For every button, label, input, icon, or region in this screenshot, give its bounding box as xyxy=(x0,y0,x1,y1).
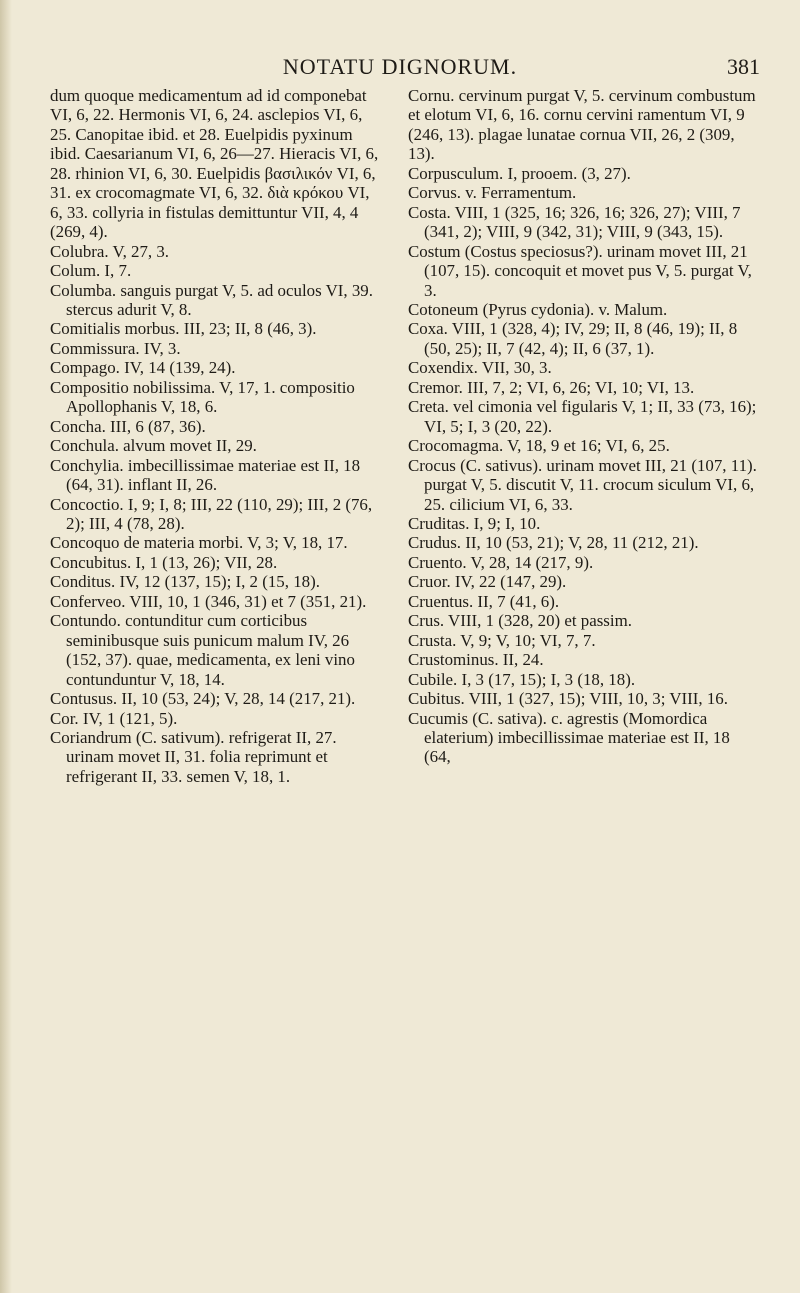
index-entry: Concha. III, 6 (87, 36). xyxy=(50,416,206,436)
index-entry: Conchylia. imbecillissimae materiae est II, 18 (64, 31). inflant II, 26. xyxy=(50,455,361,495)
index-entry: Crustominus. II, 24. xyxy=(408,650,544,670)
index-entry: Cremor. III, 7, 2; VI, 6, 26; VI, 10; VI, 13. xyxy=(408,377,695,397)
index-entry: Comitialis morbus. III, 23; II, 8 (46, 3). xyxy=(50,319,317,339)
index-entry: Compago. IV, 14 (139, 24). xyxy=(50,358,236,378)
index-entry: Cotoneum (Pyrus cydonia). v. Malum. xyxy=(408,299,668,319)
page-number: 381 xyxy=(727,54,760,79)
index-entry: Cruentus. II, 7 (41, 6). xyxy=(408,591,560,611)
index-entry: Colum. I, 7. xyxy=(50,261,132,281)
index-entry: Coxa. VIII, 1 (328, 4); IV, 29; II, 8 (46, 19); II, 8 (50, 25); II, 7 (42, 4); II, 6 (37, 1). xyxy=(408,319,738,358)
index-entry: Cubitus. VIII, 1 (327, 15); VIII, 10, 3; VIII, 16. xyxy=(408,689,728,709)
index-entry: Cor. IV, 1 (121, 5). xyxy=(50,708,178,728)
index-entry: Crudus. II, 10 (53, 21); V, 28, 11 (212, 21). xyxy=(408,533,699,553)
page-header xyxy=(0,54,800,84)
index-entry: Compositio nobilissima. V, 17, 1. compositio Apollophanis V, 18, 6. xyxy=(50,377,355,417)
index-entry: Commissura. IV, 3. xyxy=(50,338,181,358)
index-entry: Corvus. v. Ferramentum. xyxy=(408,183,577,203)
index-entry: Crocus (C. sativus). urinam movet III, 21 (107, 11). purgat V, 5. discutit V, 11. crocum siculum VI, 6, 25. cilicium VI, 6, 33. xyxy=(408,455,757,514)
index-entry: Contundo. contunditur cum corticibus seminibusque suis punicum malum IV, 26 (152, 37). quae, medicamenta, ex leni vino contunduntur V, 18, 14. xyxy=(50,611,355,689)
index-entry: Cruento. V, 28, 14 (217, 9). xyxy=(408,552,594,572)
left-column xyxy=(50,86,380,786)
page-edge xyxy=(0,0,12,1293)
right-column xyxy=(408,86,758,767)
index-entry: Crus. VIII, 1 (328, 20) et passim. xyxy=(408,611,632,631)
index-entry: Cucumis (C. sativa). c. agrestis (Momordica elaterium) imbecillissimae materiae est II, 18 (64, xyxy=(408,708,730,767)
index-entry: Conchula. alvum movet II, 29. xyxy=(50,436,257,456)
index-entry: Contusus. II, 10 (53, 24); V, 28, 14 (217, 21). xyxy=(50,689,356,709)
index-entry: Cruditas. I, 9; I, 10. xyxy=(408,513,541,533)
running-head: NOTATU DIGNORUM. xyxy=(282,54,518,79)
index-entry: Cubile. I, 3 (17, 15); I, 3 (18, 18). xyxy=(408,669,636,689)
index-entry: Cornu. cervinum purgat V, 5. cervinum combustum et elotum VI, 6, 16. cornu cervini ramentum VI, 9 (246, 13). plagae lunatae cornua VII, 26, 2 (309, 13). xyxy=(408,86,756,164)
index-entry: Creta. vel cimonia vel figularis V, 1; II, 33 (73, 16); VI, 5; I, 3 (20, 22). xyxy=(408,397,757,436)
index-entry: Corpusculum. I, prooem. (3, 27). xyxy=(408,163,631,183)
index-entry: Costa. VIII, 1 (325, 16; 326, 16; 326, 27); VIII, 7 (341, 2); VIII, 9 (342, 31); VIII, 9 (343, 15). xyxy=(408,202,741,242)
index-entry: Cruor. IV, 22 (147, 29). xyxy=(408,572,567,592)
index-entry: Columba. sanguis purgat V, 5. ad oculos VI, 39. stercus adurit V, 8. xyxy=(50,280,373,319)
index-entry: Concoquo de materia morbi. V, 3; V, 18, 17. xyxy=(50,533,348,553)
index-entry: Conferveo. VIII, 10, 1 (346, 31) et 7 (351, 21). xyxy=(50,591,367,611)
index-entry: Crusta. V, 9; V, 10; VI, 7, 7. xyxy=(408,630,596,650)
index-entry: Coxendix. VII, 30, 3. xyxy=(408,358,552,378)
index-entry: dum quoque medicamentum ad id componebat VI, 6, 22. Hermonis VI, 6, 24. asclepios VI, 6, 25. Canopitae ibid. et 28. Euelpidis pyxinum ibid. Caesarianum VI, 6, 26—27. Hieracis VI, 6, 28. rhinion VI, 6, 30. Euelpidis βασιλικόν VI, 6, 31. ex crocomagmate VI, 6, 32. διὰ κρόκου VI, 6, 33. collyria in fistulas demittuntur VII, 4, 4 (269, 4). xyxy=(50,86,379,242)
index-entry: Concubitus. I, 1 (13, 26); VII, 28. xyxy=(50,552,278,572)
index-entry: Costum (Costus speciosus?). urinam movet III, 21 (107, 15). concoquit et movet pus V, 5. purgat V, 3. xyxy=(408,241,752,300)
index-entry: Colubra. V, 27, 3. xyxy=(50,241,170,261)
index-entry: Crocomagma. V, 18, 9 et 16; VI, 6, 25. xyxy=(408,436,670,456)
index-entry: Coriandrum (C. sativum). refrigerat II, 27. urinam movet II, 31. folia reprimunt et refrigerant II, 33. semen V, 18, 1. xyxy=(50,727,337,786)
index-entry: Concoctio. I, 9; I, 8; III, 22 (110, 29); III, 2 (76, 2); III, 4 (78, 28). xyxy=(50,494,373,533)
index-entry: Conditus. IV, 12 (137, 15); I, 2 (15, 18). xyxy=(50,572,320,592)
